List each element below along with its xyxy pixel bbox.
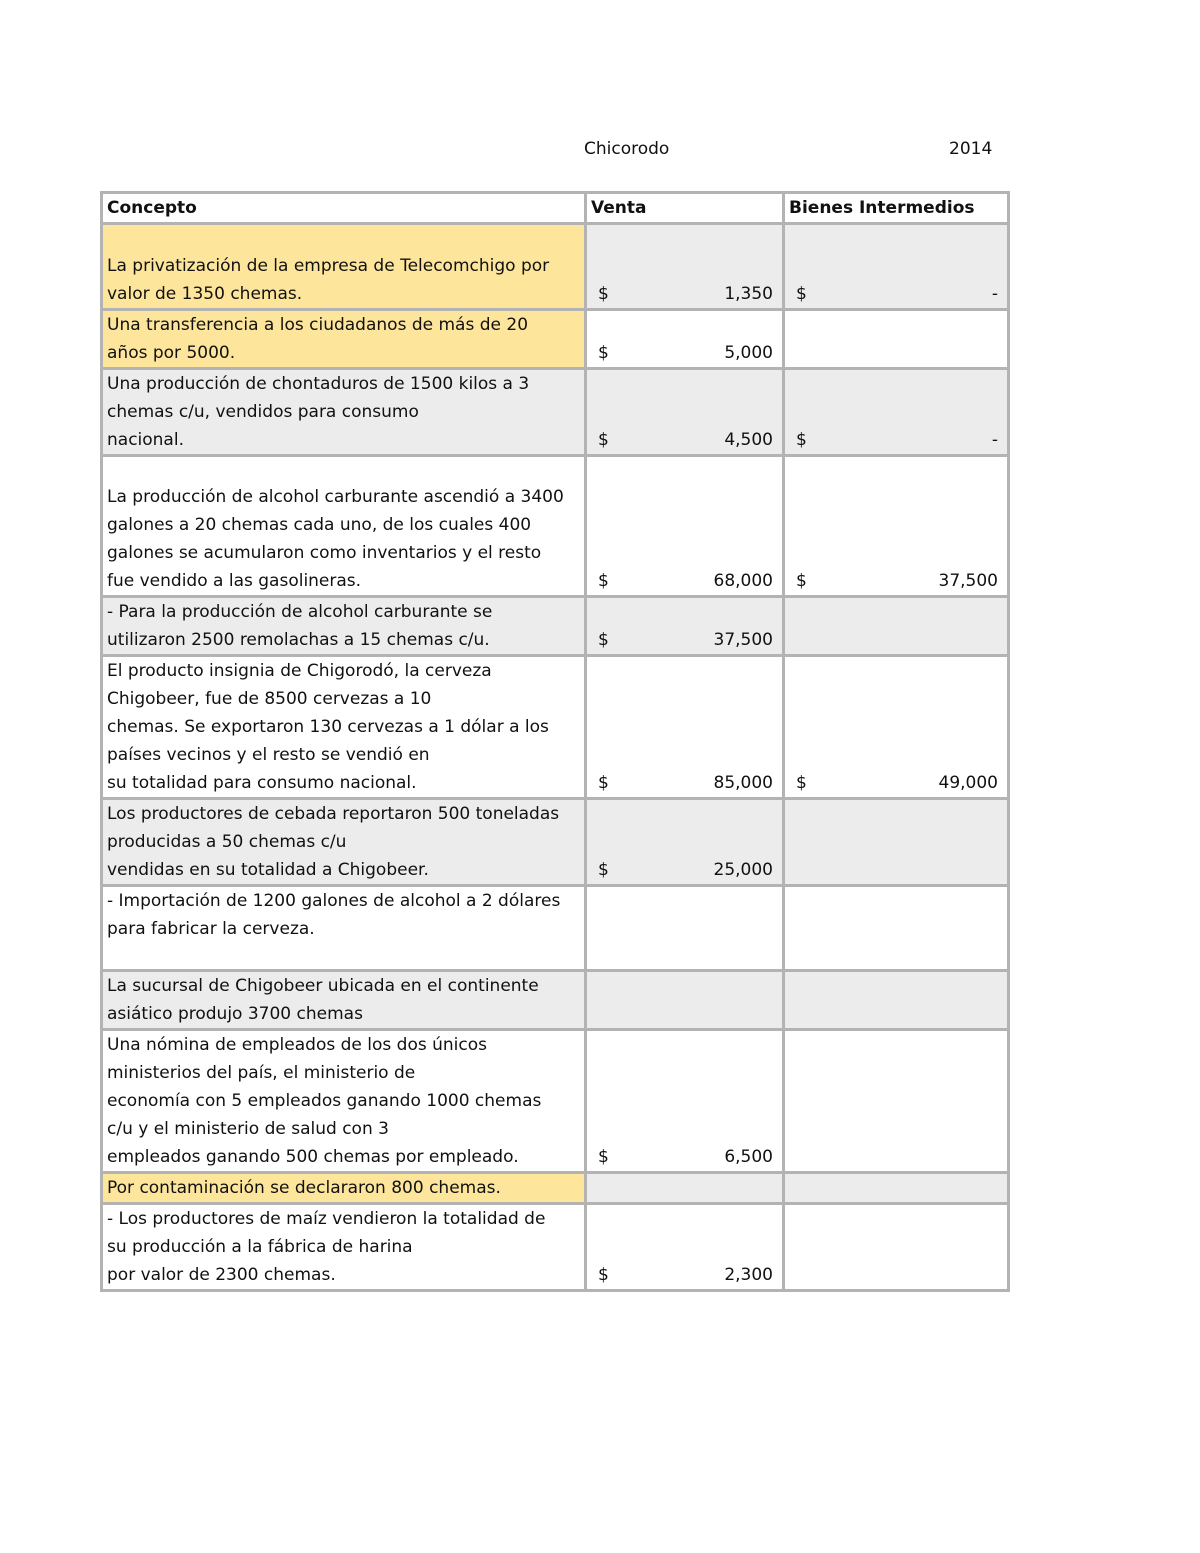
concept-cell: - Para la producción de alcohol carburante se utilizaron 2500 remolachas a 15 chemas c/u. [102, 597, 586, 656]
concept-cell: Por contaminación se declararon 800 chemas. [102, 1173, 586, 1204]
table-row [102, 971, 1009, 1030]
currency-symbol: $ [598, 1147, 609, 1167]
currency-symbol: $ [598, 773, 609, 793]
bienes-cell [784, 310, 1009, 369]
bienes-cell [784, 656, 1009, 799]
bienes-cell [784, 1173, 1009, 1204]
currency-symbol: $ [796, 284, 807, 304]
venta-cell [586, 1173, 784, 1204]
bienes-value: - [991, 284, 998, 304]
bienes-cell [784, 1030, 1009, 1173]
table-row [102, 886, 1009, 971]
bienes-cell [784, 971, 1009, 1030]
venta-cell [586, 971, 784, 1030]
venta-cell [586, 369, 784, 456]
table-row [102, 656, 1009, 799]
currency-symbol: $ [598, 284, 609, 304]
currency-symbol: $ [598, 571, 609, 591]
table-row [102, 1030, 1009, 1173]
venta-cell [586, 456, 784, 597]
column-header-bienes-intermedios: Bienes Intermedios [784, 193, 1009, 224]
currency-symbol: $ [598, 860, 609, 880]
venta-value: 1,350 [724, 284, 773, 304]
table-row [102, 456, 1009, 597]
concept-cell: La producción de alcohol carburante ascendió a 3400 galones a 20 chemas cada uno, de los cuales 400 galones se acumularon como inventarios y el resto fue vendido a las gasolineras. [102, 456, 586, 597]
venta-value: 25,000 [713, 860, 773, 880]
bienes-cell [784, 369, 1009, 456]
concept-cell: La sucursal de Chigobeer ubicada en el continente asiático produjo 3700 chemas [102, 971, 586, 1030]
table-row [102, 224, 1009, 310]
bienes-cell [784, 1204, 1009, 1291]
currency-symbol: $ [796, 430, 807, 450]
concept-cell: El producto insignia de Chigorodó, la cerveza Chigobeer, fue de 8500 cervezas a 10 chemas. Se exportaron 130 cervezas a 1 dólar a los países vecinos y el resto se vendió en su totalidad para consumo nacional. [102, 656, 586, 799]
bienes-cell [784, 886, 1009, 971]
currency-symbol: $ [796, 571, 807, 591]
table-header-row [102, 193, 1009, 224]
venta-cell [586, 1030, 784, 1173]
venta-value: 4,500 [724, 430, 773, 450]
table-row [102, 369, 1009, 456]
venta-cell [586, 656, 784, 799]
column-header-venta: Venta [586, 193, 784, 224]
bienes-value: 37,500 [938, 571, 998, 591]
currency-symbol: $ [598, 430, 609, 450]
currency-symbol: $ [598, 1265, 609, 1285]
venta-value: 37,500 [713, 630, 773, 650]
concept-cell: Los productores de cebada reportaron 500 toneladas producidas a 50 chemas c/u vendidas en su totalidad a Chigobeer. [102, 799, 586, 886]
concept-cell: Una nómina de empleados de los dos únicos ministerios del país, el ministerio de economía con 5 empleados ganando 1000 chemas c/u y el ministerio de salud con 3 empleados ganando 500 chemas por empleado. [102, 1030, 586, 1173]
concept-cell: Una producción de chontaduros de 1500 kilos a 3 chemas c/u, vendidos para consumo nacional. [102, 369, 586, 456]
bienes-value: - [991, 430, 998, 450]
currency-symbol: $ [598, 343, 609, 363]
data-table [100, 191, 1010, 1292]
table-row [102, 1204, 1009, 1291]
venta-cell [586, 1204, 784, 1291]
venta-cell [586, 597, 784, 656]
table-row [102, 597, 1009, 656]
concept-cell: - Importación de 1200 galones de alcohol a 2 dólares para fabricar la cerveza. [102, 886, 586, 971]
table-row [102, 799, 1009, 886]
currency-symbol: $ [598, 630, 609, 650]
bienes-cell [784, 456, 1009, 597]
document-year: 2014 [949, 139, 993, 159]
bienes-cell [784, 224, 1009, 310]
currency-symbol: $ [796, 773, 807, 793]
concept-cell: - Los productores de maíz vendieron la totalidad de su producción a la fábrica de harina por valor de 2300 chemas. [102, 1204, 586, 1291]
venta-cell [586, 799, 784, 886]
table-row [102, 310, 1009, 369]
concept-cell: La privatización de la empresa de Telecomchigo por valor de 1350 chemas. [102, 224, 586, 310]
table-row [102, 1173, 1009, 1204]
venta-value: 5,000 [724, 343, 773, 363]
venta-value: 6,500 [724, 1147, 773, 1167]
concept-cell: Una transferencia a los ciudadanos de más de 20 años por 5000. [102, 310, 586, 369]
venta-cell [586, 886, 784, 971]
venta-cell [586, 224, 784, 310]
bienes-cell [784, 799, 1009, 886]
venta-cell [586, 310, 784, 369]
column-header-concepto: Concepto [102, 193, 586, 224]
bienes-cell [784, 597, 1009, 656]
venta-value: 68,000 [713, 571, 773, 591]
bienes-value: 49,000 [938, 773, 998, 793]
venta-value: 85,000 [713, 773, 773, 793]
venta-value: 2,300 [724, 1265, 773, 1285]
document-title: Chicorodo [584, 139, 670, 159]
